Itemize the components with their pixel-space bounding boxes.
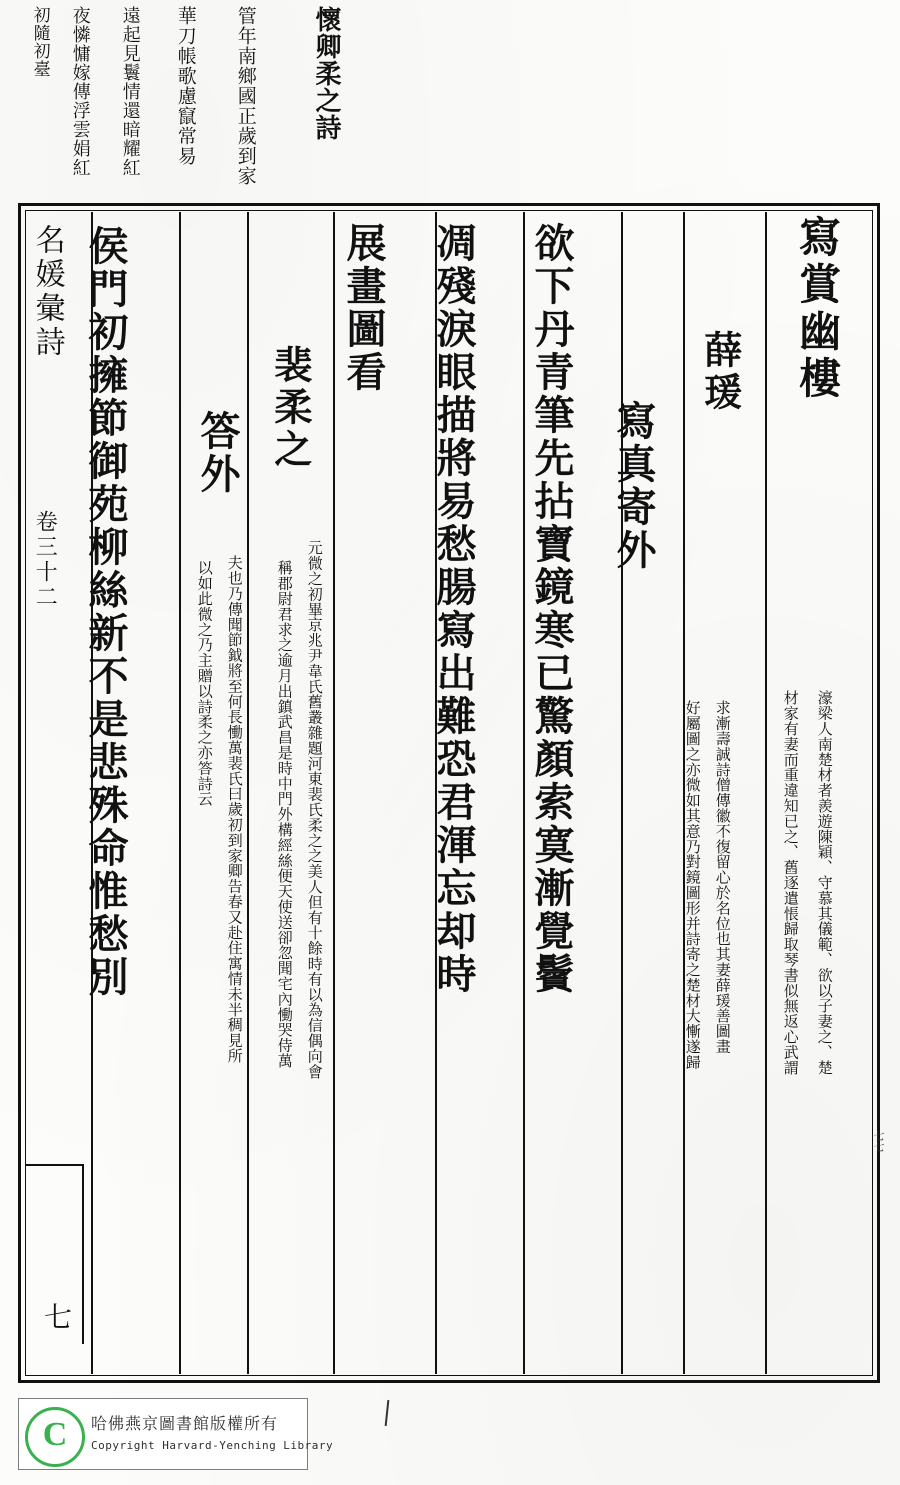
poem-1-commentary-0: 濠梁人南楚材者羨遊陳穎、守慕其儀範、欲以子妻之、楚 [815,690,834,1075]
library-stamp-chinese: 哈佛燕京圖書館版權所有 [91,1414,279,1433]
header-annotation-3: 華刀帳歌慮竄常易 [174,6,197,166]
column-rule-3 [247,212,249,1374]
column-rule-9 [765,212,767,1374]
poem-1-commentary-3: 好屬圖之亦微如其意乃對鏡圖形并詩寄之楚材大慚遂歸 [683,700,702,1070]
copyright-icon: C [25,1407,85,1467]
library-stamp-english: Copyright Harvard-Yenching Library [91,1439,334,1452]
volume-label: 卷三十二 [32,510,58,610]
header-annotation-2: 遠起見鬟情還暗耀紅 [119,6,141,177]
poem-1-line-1: 欲下丹青筆先拈寶鏡寒已驚顏索寞漸覺鬢 [528,222,575,996]
column-rule-6 [523,212,525,1374]
poem-2-title: 答外 [194,410,241,496]
poem-1-line-3: 展畫圖看 [340,222,387,394]
poem-2-commentary-3: 以如此微之乃主贈以詩柔之亦答詩云 [195,560,214,807]
poem-2-commentary-1: 稱郡尉君求之逾月出鎮武昌是時中門外構經絲便天使送卻忽聞宅內慟哭侍萬 [275,560,294,1069]
header-annotation-5: 懷卿柔之詩 [311,6,342,141]
poem-2-commentary-2: 夫也乃傳聞節鉞將至何長慟萬裴氏曰歲初到家卿告春又赴住寓情未半稠見所 [225,555,244,1064]
library-stamp [18,1398,334,1470]
poem-1-commentary-1: 材家有妻而重違知已之、舊逐遣悵歸取琴書似無返心武謂 [781,690,800,1075]
edge-mark: 七七 [872,1130,885,1152]
header-annotation-1: 夜憐慵嫁傳浮雲娟紅 [69,6,91,177]
poem-1-line-2: 凋殘淚眼描將易愁腸寫出難恐君渾忘却時 [430,222,477,996]
poem-1-title: 寫賞幽樓 [793,215,843,403]
spine-title-block [22,210,84,1370]
poem-2-commentary-0: 元微之初畢京兆尹韋氏舊叢雜題河東裴氏柔之之美人但有十餘時有以為信偶向會 [305,540,324,1079]
column-rule-2 [179,212,181,1374]
column-rule-4 [333,212,335,1374]
header-annotation-0: 初隨初臺 [29,6,50,78]
header-annotation-band [0,0,900,205]
series-title: 名媛彙詩 [29,224,65,360]
column-rule-7 [621,212,623,1374]
folio-number: 七 [40,1302,73,1330]
poem-2-line-1: 侯門初擁節御苑柳絲新不是悲殊命惟愁別 [82,225,129,999]
poem-2-author: 裴柔之 [267,345,313,471]
poem-1-author: 薛瑗 [697,330,743,414]
poem-1-commentary-2: 求漸壽誠詩僧傳徽不復留心於名位也其妻薛瑗善圖畫 [713,700,732,1055]
poem-1-subtitle: 寫真寄外 [610,400,657,572]
header-annotation-4: 管年南鄉國正歲到家 [234,6,257,186]
